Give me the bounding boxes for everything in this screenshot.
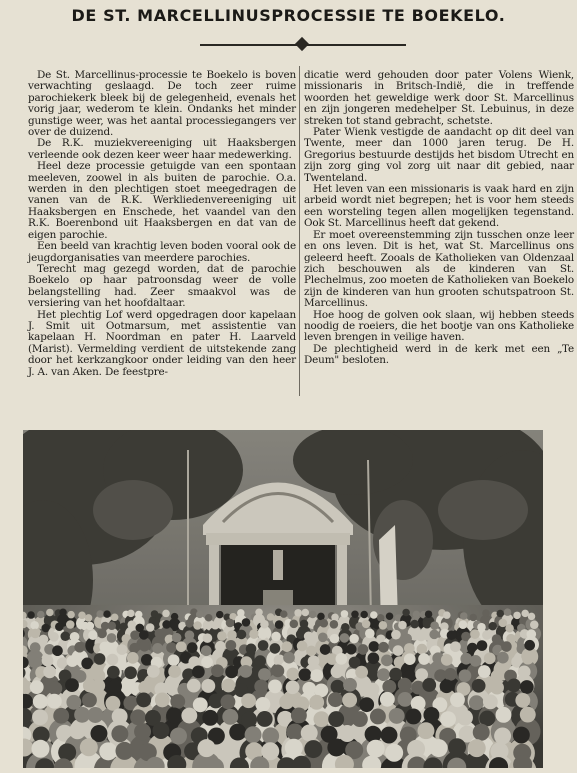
paragraph: Het leven van een missionaris is vaak hard en zijn arbeid wordt niet begrepen; het is voor hem steeds een worsteling tegen allen mogelijken tegenstand. Ook St. Marcellinus heeft dat gekend. bbox=[304, 183, 574, 230]
paragraph: Het plechtig Lof werd opgedragen door kapelaan J. Smit uit Ootmarsum, met assistentie van kapelaan H. Noordman en pater H. Laarveld (Marist). Vermelding verdient de uitstekende zang door het kerkzangkoor onder leiding van den heer J. A. van Aken. De feestpre- bbox=[28, 308, 296, 378]
procession-photo bbox=[23, 430, 543, 768]
column-divider bbox=[299, 66, 300, 396]
paragraph-continued: dicatie werd gehouden door pater Volens Wienk, missionaris in Britsch-Indië, die in treffende woorden het geweldige werk door St. Marcellinus en zijn jongeren medehelper St. Lebuinus, in deze streken tot stand gebracht, schetste. bbox=[304, 69, 574, 127]
paragraph: Een beeld van krachtig leven boden vooral ook de jeugdorganisaties van meerdere parochies. bbox=[28, 240, 296, 264]
photo-grain-overlay bbox=[23, 430, 543, 768]
paragraph: De St. Marcellinus-processie te Boekelo is boven verwachting geslaagd. De toch zeer ruime parochiekerk bleek bij de gelegenheid, evenals het vorig jaar, wederom te klein. Ondanks het minder gunstige weer, was het aantal processiegangers ver over de duizend. bbox=[28, 69, 296, 139]
paragraph: Terecht mag gezegd worden, dat de parochie Boekelo op haar patroonsdag weer de volle belangstelling had. Zeer smaakvol was de versiering van het hoofdaltaar. bbox=[28, 262, 296, 310]
paragraph: Hoe hoog de golven ook slaan, wij hebben steeds noodig de roeiers, die het bootje van ons Katholieke leven brengen in veilige haven. bbox=[304, 308, 574, 344]
paragraph: Heel deze processie getuigde van een spontaan meeleven, zoowel in als buiten de parochie. O.a. werden in den plechtigen stoet meegedragen de vanen van de R.K. Werkliedenvereeniging uit Haaksbergen en Enschede, het vaandel van den R.K. Boerenbond uit Haaksbergen en dat van de eigen parochie. bbox=[28, 160, 296, 241]
paragraph: De R.K. muziekvereeniging uit Haaksbergen verleende ook dezen keer weer haar medewerking. bbox=[28, 137, 296, 161]
paragraph: Pater Wienk vestigde de aandacht op dit deel van Twente, meer dan 1000 jaren terug. De H. Gregorius bestuurde destijds het bisdom Utrecht en zijn zorg ging vol zorg uit naar dit gebied, naar Twenteland. bbox=[304, 126, 574, 184]
article-column-right bbox=[304, 70, 574, 367]
article-headline: DE ST. MARCELLINUSPROCESSIE TE BOEKELO. bbox=[71, 6, 506, 25]
paragraph: De plechtigheid werd in de kerk met een „Te Deum" besloten. bbox=[304, 342, 574, 367]
procession-photo-illustration bbox=[23, 430, 543, 768]
headline-rule-ornament bbox=[295, 37, 309, 51]
article-column-left bbox=[28, 70, 296, 378]
paragraph: Er moet overeenstemming zijn tusschen onze leer en ons leven. Dit is het, wat St. Marcellinus ons geleerd heeft. Zooals de Katholieken van Oldenzaal zich beschouwen als de kinderen van St. Plechelmus, zoo moeten de Katholieken van Boekelo zijn de kinderen van hun grooten schutspatroon St. Marcellinus. bbox=[304, 228, 574, 310]
